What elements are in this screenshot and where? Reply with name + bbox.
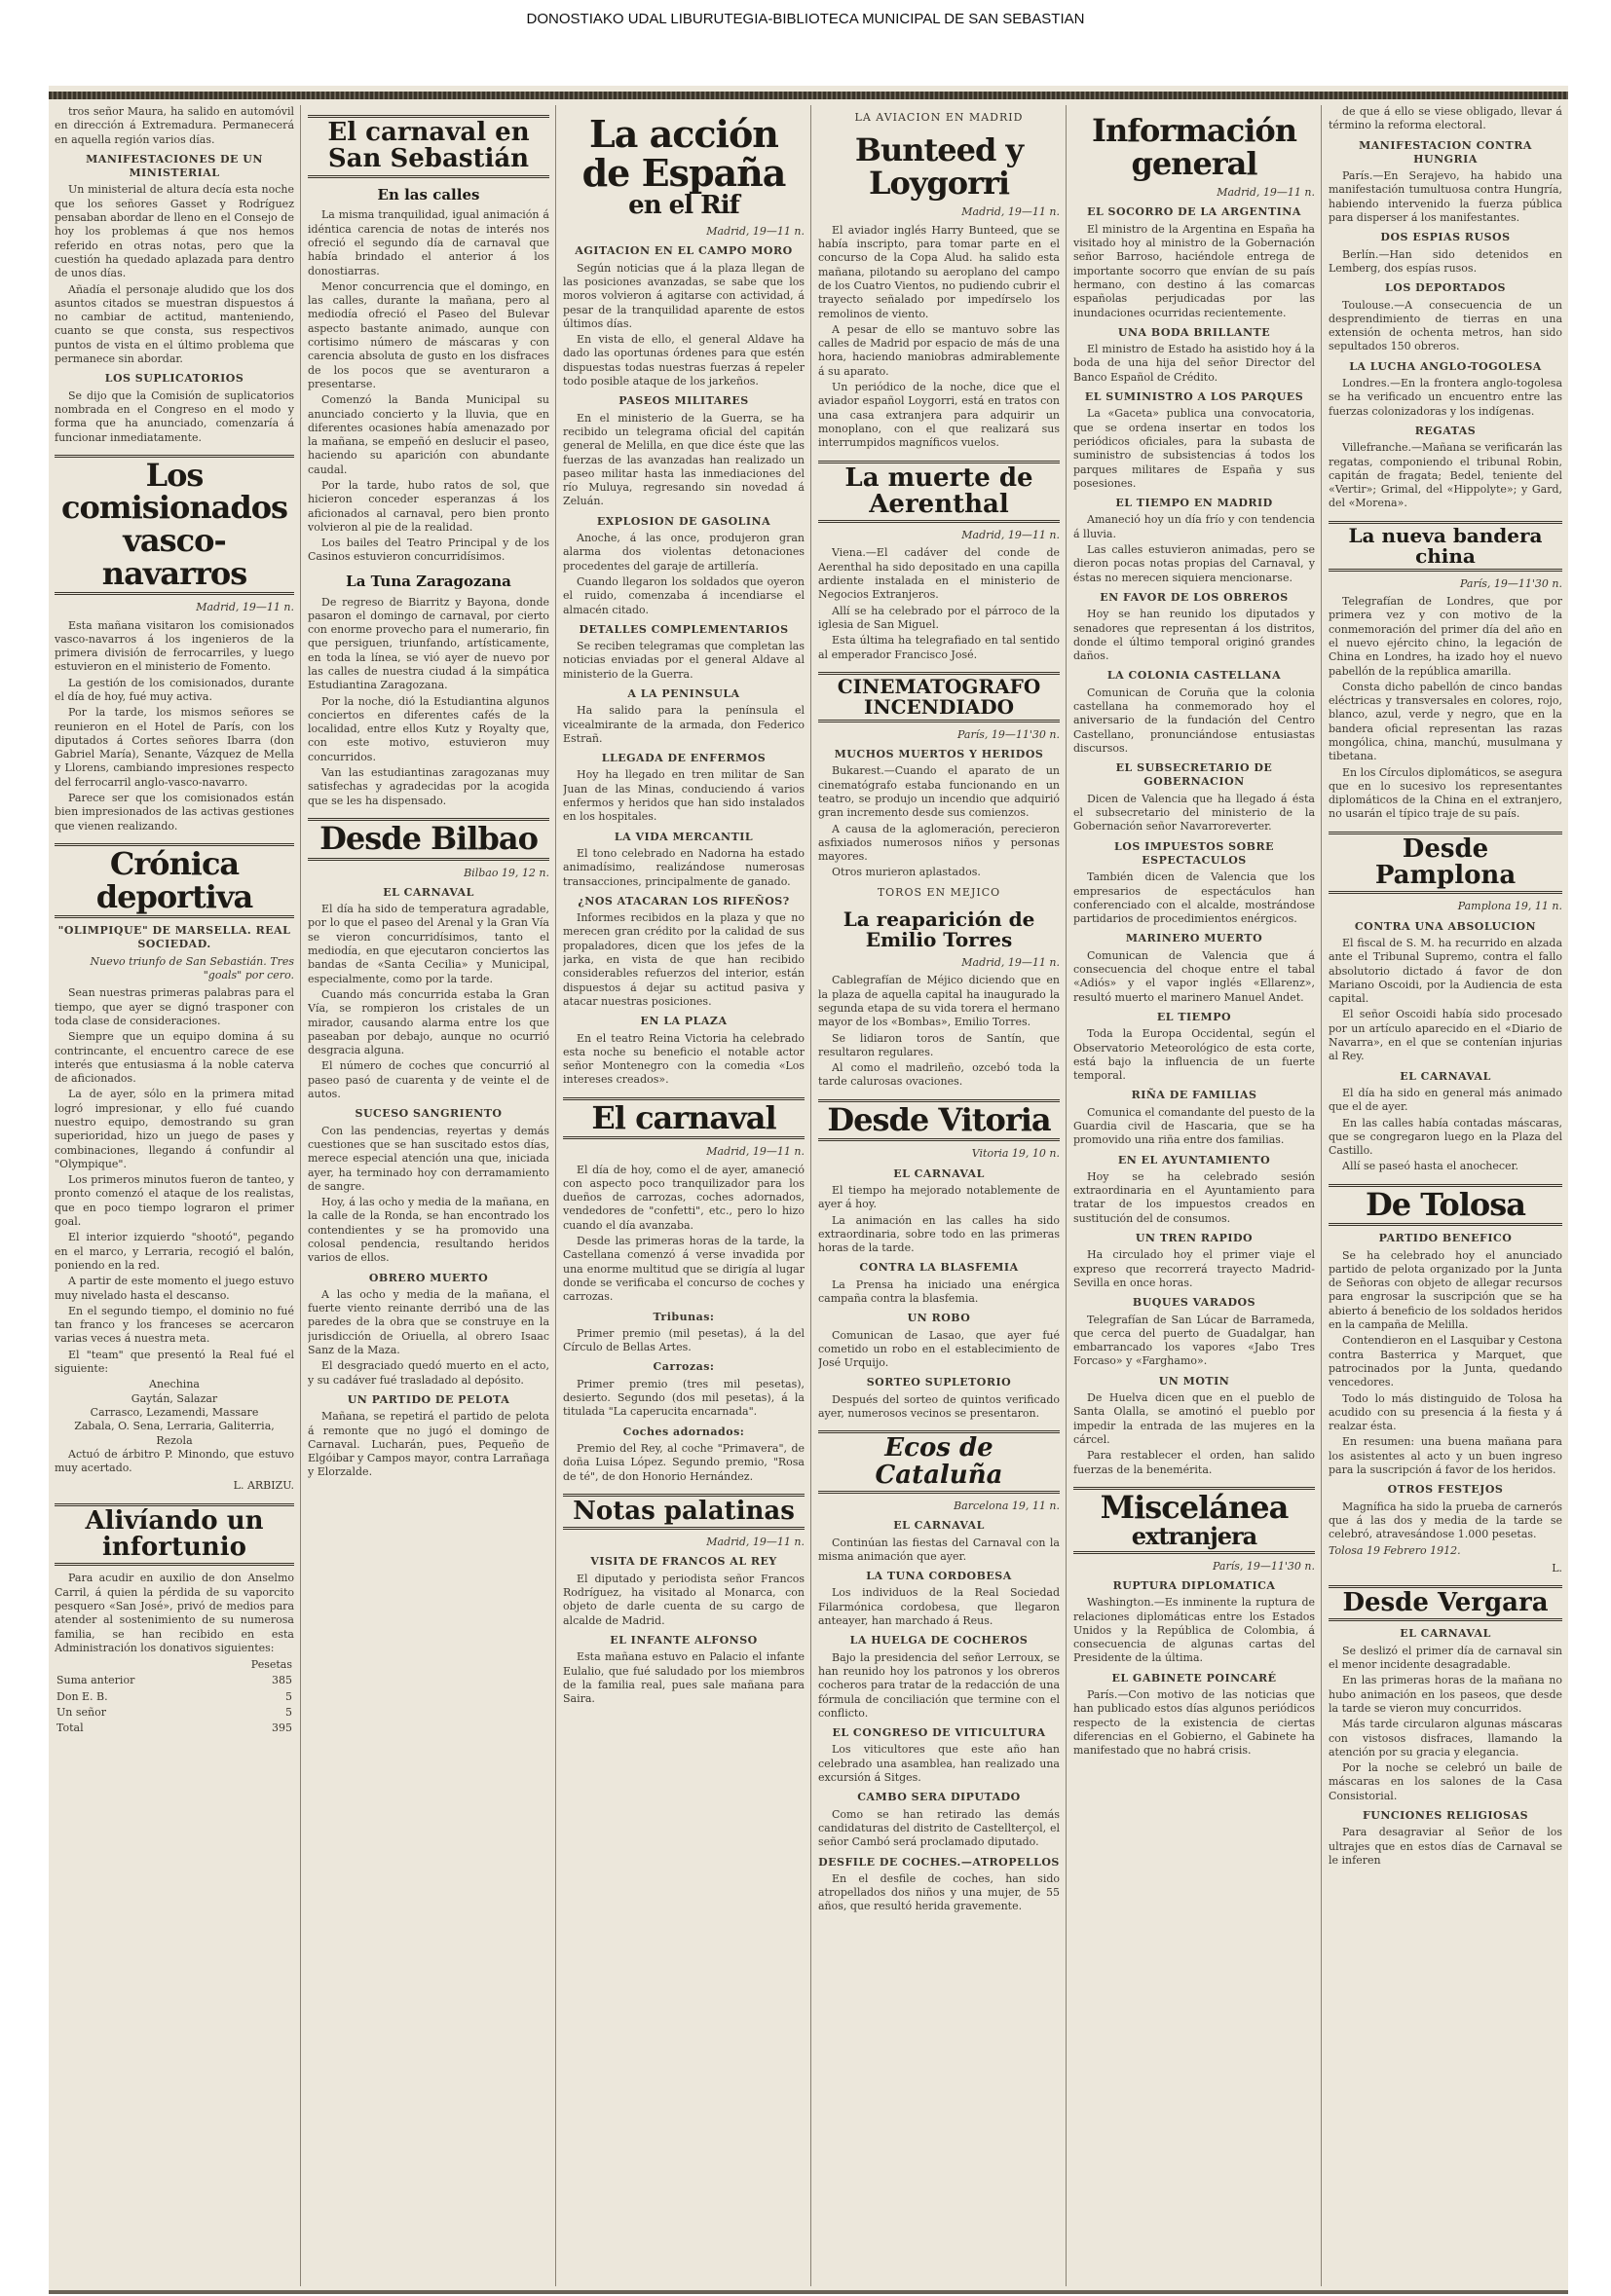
article-text: La misma tranquilidad, igual animación á idéntica carencia de notas de interés nos ofreció el segundo día de carnaval que había brindado el anterior á los donostiarras. [308,208,549,278]
article-text: París.—Con motivo de las noticias que han publicado estos días algunos periódicos respecto de la existencia de ciertas diferencias en el Gobierno, el Gabinete ha manifestado que no habrá crisis. [1073,1687,1315,1758]
article-text: Los viticultores que este año han celebrado una asamblea, han realizado una excursión á Sitges. [818,1743,1060,1785]
column-6 [1329,105,1562,2286]
table-cell: Don E. B. [56,1689,108,1703]
section-subhead: BUQUES VARADOS [1132,1296,1256,1310]
article-text: El ministro de Estado ha asistido hoy á la boda de una hija del señor Director del Banco Español de Crédito. [1073,343,1315,384]
dateline: Pamplona 19, 11 n. [1457,900,1562,913]
article-text: El día de hoy, como el de ayer, amaneció con aspecto poco tranquilizador para los dueños de carrozas, coches adornados, vendedores de "confetti", etc., pero lo hizo cuando el día avanzaba. [563,1163,805,1232]
article-text: Se dijo que la Comisión de suplicatorios nombrada en el Congreso en el modo y forma que ha anunciado, comenzaría á funcionar inmediatamente. [55,389,294,444]
section-subhead: EL TIEMPO [1156,1010,1232,1023]
dateline: Tolosa 19 Febrero 1912. [1329,1543,1461,1557]
headline-muerte-aerenthal: La muerte de Aerenthal [818,461,1060,524]
donations-table [55,1657,294,1736]
page-bottom-edge [49,2290,1568,2294]
section-subhead: DOS ESPIAS RUSOS [1380,231,1511,244]
headline-line: Los comisionados [60,456,288,527]
article-text: Actuó de árbitro P. Minondo, que estuvo muy acertado. [55,1447,294,1475]
article-text: Magnífica ha sido la prueba de carnerós que á las dos y media de la tarde se celebró, atravesándose 1.000 pesetas. [1329,1500,1562,1541]
article-text: Comunican de Valencia que á consecuencia del choque entre el tabal «Adiós» y el vapor inglés «Ellarenz», resultó muerto el marinero Manuel Andet. [1073,948,1315,1004]
article-text: de que á ello se viese obligado, llevar á término la reforma electoral. [1329,105,1562,132]
article-text: En las calles había contadas máscaras, que se congregaron luego en la Plaza del Castillo. [1329,1116,1562,1158]
article-text: Amaneció hoy un día frío y con tendencia á lluvia. [1073,513,1315,540]
headline-bandera-china: La nueva bandera china [1329,521,1562,572]
headline-line: Miscelánea [1100,1488,1289,1526]
article-text: Cuando más concurrida estaba la Gran Vía, se rompieron los cristales de un mirador, causando alarma entre los que paseaban por debajo, aunque no ocurrió desgracia alguna. [308,987,549,1057]
article-text: Toulouse.—A consecuencia de un desprendimiento de tierras en una extensión de ochenta metros, han sido sepultados 150 obreros. [1329,298,1562,353]
dateline: Madrid, 19—11 n. [961,956,1060,970]
headline-ecos-cataluna: Ecos de Cataluña [818,1430,1060,1494]
kicker: TOROS EN MEJICO [877,885,1001,899]
table-cell: 5 [285,1705,292,1719]
headline-cinematografo: CINEMATOGRAFO INCENDIADO [818,672,1060,722]
article-text: Telegrafían de San Lúcar de Barrameda, que cerca del puerto de Guadalgar, han embarrancado los vapores «Jabo Tres Forcaso» y «Farghamo». [1073,1313,1315,1368]
section-subhead: UN TREN RAPIDO [1135,1232,1254,1245]
section-subhead: EL SUBSECRETARIO DE GOBERNACION [1115,761,1273,789]
headline-line: Información [1091,112,1297,149]
article-text: Para desagraviar al Señor de los ultrajes que en estos días de Carnaval se le inferen [1329,1826,1562,1867]
headline-line: extranjera [1131,1522,1257,1551]
lineup-line: Zabala, O. Sena, Lerraria, Galiterria, Rezola [74,1420,275,1447]
section-subhead: EN EL AYUNTAMIENTO [1117,1153,1271,1167]
section-subhead: LA HUELGA DE COCHEROS [849,1634,1029,1648]
signature: L. ARBIZU. [233,1479,294,1493]
article-text: Berlín.—Han sido detenidos en Lemberg, dos espías rusos. [1329,247,1562,275]
section-subhead: EL CARNAVAL [1400,1069,1491,1083]
section-subhead: DETALLES COMPLEMENTARIOS [579,622,789,636]
section-subhead: EN LA PLAZA [640,1015,728,1028]
article-text: Por la noche, dió la Estudiantina algunos conciertos en diferentes cafés de la localidad, entre ellos Kutz y Royalty que, con este motivo, estuvieron muy concurridos. [308,694,549,763]
section-subhead: A LA PENINSULA [627,686,740,700]
headline-desde-pamplona: Desde Pamplona [1329,832,1562,895]
section-subhead: CONTRA UNA ABSOLUCION [1354,919,1537,933]
column-divider [555,105,556,2286]
article-text: Telegrafían de Londres, que por primera vez y con motivo de la conmemoración del primer día del año en el nuevo ejército chino, la legación de China en Londres, ha izado hoy el nuevo pabellón de la república amarilla. [1329,595,1562,678]
section-subhead: EL CARNAVAL [893,1519,985,1533]
article-text: Allí se ha celebrado por el párroco de la iglesia de San Miguel. [818,604,1060,631]
article-text: La animación en las calles ha sido extraordinaria, sobre todo en las primeras horas de la tarde. [818,1213,1060,1255]
article-text: Por la tarde, los mismos señores se reunieron en el Hotel de París, con los diputados á Cortes señores Ibarra (don Gabriel María), Senante, Vázquez de Mella y Llorens, cambiando impresiones respecto del ferrocarril anglo-vasco-navarro. [55,706,294,789]
kicker: LA AVIACION EN MADRID [854,111,1024,124]
article-text: Primer premio (mil pesetas), á la del Círculo de Bellas Artes. [563,1326,805,1354]
article-text: Las calles estuvieron animadas, pero se dieron pocas notas propias del Carnaval, y éstas no merecen siquiera mencionarse. [1073,543,1315,584]
article-text: Siempre que un equipo domina á su contrincante, el encuentro carece de ese interés que entusiasma á la noble caterva de aficionados. [55,1030,294,1086]
table-cell: Total [56,1722,84,1735]
article-text: Toda la Europa Occidental, según el Observatorio Meteorológico de esta corte, está bajo la influencia de un fuerte temporal. [1073,1027,1315,1083]
section-subhead: OBRERO MUERTO [368,1271,489,1284]
lineup-line: Anechina [149,1378,200,1391]
headline-bunteed: Bunteed y Loygorri [854,131,1024,202]
article-text: Dicen de Valencia que ha llegado á ésta el subsecretario del ministerio de la Gobernación señor Navarroreverter. [1073,792,1315,833]
article-text: Cablegrafían de Méjico diciendo que en la plaza de aquella capital ha inaugurado la segunda etapa de su vida torera el hermano mayor de los «Bombas», Emilio Torres. [818,974,1060,1029]
table-row [55,1657,294,1673]
article-text: Al como el madrileño, ozcebó toda la tarde calurosas ovaciones. [818,1061,1060,1089]
article-text: Hoy se han reunido los diputados y senadores que representan á los distritos, donde el último temporal originó grandes daños. [1073,608,1315,663]
dateline: Barcelona 19, 11 n. [954,1499,1060,1512]
article-text: Hoy ha llegado en tren militar de San Juan de las Minas, conduciendo á varios enfermos y heridos que han sido instalados en los hospitales. [563,768,805,824]
article-text: En el desfile de coches, han sido atropellados dos niños y una mujer, de 55 años, que resultó herida gravemente. [818,1871,1060,1913]
article-text: Para acudir en auxilio de don Anselmo Carril, á quien la pérdida de su vaporcito pesquero «San José», privó de medios para atender al sostenimiento de su numerosa familia, se han recibido en esta Administración los donativos siguientes: [55,1572,294,1654]
headline-desde-bilbao: Desde Bilbao [308,818,549,861]
article-text: De regreso de Biarritz y Bayona, donde pasaron el domingo de carnaval, por cierto con enorme provecho para el numerario, fin que persiguen, triunfando, artísticamente, en toda la línea, se vió ayer de nuevo por las calles de nuestra ciudad á la simpática Estudiantina Zaragozana. [308,595,549,692]
article-text: Contendieron en el Lasquibar y Cestona contra Basterrica y Marquet, que patrocinados por la Junta, quedando vencedores. [1329,1334,1562,1389]
article-text: Comunican de Coruña que la colonia castellana ha conmemorado hoy el aniversario de la fundación del Centro Castellano, pronunciándose entusiastas discursos. [1073,685,1315,755]
article-text: Con las pendencias, reyertas y demás cuestiones que se han suscitado estos días, merece especial atención una que, iniciada ayer, ha terminado hoy con derramamiento de sangre. [308,1124,549,1193]
article-text: De Huelva dicen que en el pueblo de Santa Olalla, se amotinó el pueblo por impedir la entrada de las mujeres en la cárcel. [1073,1391,1315,1446]
headline-comisionados [55,455,294,595]
section-subhead: PASEOS MILITARES [618,394,749,408]
table-row [55,1689,294,1705]
dateline: París, 19—11'30 n. [1213,1559,1315,1573]
section-subhead: LOS IMPUESTOS SOBRE ESPECTACULOS [1114,839,1274,867]
article-text: Después del sorteo de quintos verificado ayer, numerosos vecinos se presentaron. [818,1392,1060,1421]
article-text: La «Gaceta» publica una convocatoria, que se ordena insertar en todos los periódicos oficiales, para la subasta de suministro de subsistencias á todos los parques militares de España y sus posesiones. [1073,407,1315,490]
article-text: En el segundo tiempo, el dominio no fué tan franco y los franceses se acercaron varias veces á nuestra meta. [55,1304,294,1346]
article-text: El diputado y periodista señor Francos Rodríguez, ha visitado al Monarca, con objeto de darle cuenta de su cargo de alcalde de Madrid. [563,1572,805,1627]
article-text: Consta dicho pabellón de cinco bandas eléctricas y transversales en colores, rojo, blanco, azul, verde y negro, que en la bandera oficial representan las razas mongólica, china, manchú, musulmana y tibetana. [1329,680,1562,763]
article-text: En resumen: una buena mañana para los asistentes al acto y un buen ingreso para la suscripción á favor de los heridos. [1329,1435,1562,1477]
table-cell: Suma anterior [56,1674,135,1687]
column-5 [1073,105,1315,2286]
section-subhead: LA LUCHA ANGLO-TOGOLESA [1349,359,1542,373]
article-text: El tiempo ha mejorado notablemente de ayer á hoy. [818,1183,1060,1211]
article-text: París.—En Serajevo, ha habido una manifestación tumultuosa contra Hungría, habiendo intervenido la fuerza pública para disperser á los manifestantes. [1329,169,1562,225]
section-subhead: "OLIMPIQUE" DE MARSELLA. REAL SOCIEDAD. [57,924,291,951]
library-header [0,0,1611,39]
headline-line: vasco-navarros [101,522,247,592]
article-text: Ha circulado hoy el primer viaje el expreso que recorrerá trayecto Madrid-Sevilla en once horas. [1073,1248,1315,1289]
dateline: Madrid, 19—11 n. [706,225,805,239]
section-subhead: LA TUNA CORDOBESA [866,1570,1012,1583]
article-text: A causa de la aglomeración, perecieron asfixiados numerosos niños y personas mayores. [818,822,1060,864]
table-header: Pesetas [250,1658,292,1672]
column-2 [308,105,549,2286]
headline-carnaval-san-sebastian: El carnaval en San Sebastián [308,115,549,178]
article-text: El número de coches que concurrió al paseo pasó de cuarenta y de veinte el de autos. [308,1059,549,1101]
article-text: Bajo la presidencia del señor Lerroux, se han reunido hoy los patronos y los obreros cocheros para tratar de la redacción de una fórmula de conciliación que termine con el conflicto. [818,1650,1060,1720]
column-4 [818,105,1060,2286]
table-row [55,1721,294,1736]
article-text: La Prensa ha iniciado una enérgica campaña contra la blasfemia. [818,1278,1060,1305]
lineup-line: Gaytán, Salazar [131,1391,218,1405]
headline-line: en el Rif [628,190,739,220]
section-subhead: RUPTURA DIPLOMATICA [1112,1578,1276,1592]
article-text: Washington.—Es inminente la ruptura de relaciones diplomáticas entre los Estados Unidos y la República de Colombia, á consecuencia de algunas cartas del Presidente de la última. [1073,1596,1315,1665]
article-text: También dicen de Valencia que los empresarios de espectáculos han conferenciado con el alcalde, mostrándose partidarios de procedimientos enérgicos. [1073,870,1315,926]
article-text: A pesar de ello se mantuvo sobre las calles de Madrid por espacio de más de una hora, haciendo maniobras admirablemente á su aparato. [818,322,1060,378]
article-text: Van las estudiantinas zaragozanas muy satisfechas y agradecidas por la acogida que se les ha dispensado. [308,766,549,807]
article-text: El tono celebrado en Nadorna ha estado animadísimo, realizándose numerosas transacciones, principalmente de ganado. [563,846,805,888]
masthead-rule [49,92,1568,99]
table-row [55,1705,294,1721]
section-subhead: OTROS FESTEJOS [1387,1483,1504,1497]
table-cell: 5 [285,1689,292,1703]
column-3 [563,105,805,2286]
article-text: Londres.—En la frontera anglo-togolesa se ha verificado un encuentro entre las fuerzas colonizadoras y los indígenas. [1329,377,1562,418]
article-text: Menor concurrencia que el domingo, en las calles, durante la mañana, pero al mediodía ofreció el Paseo del Bulevar aspecto bastante animado, aunque con cortisimo número de máscaras y con carencia absoluta de gusto en los disfraces de los pocos que se aventuraron a presentarse. [308,279,549,390]
lineup-line: Carrasco, Lezamendi, Massare [90,1405,259,1419]
lineup [55,1378,294,1447]
article-text: Villefranche.—Mañana se verificarán las regatas, componiendo el tribunal Robin, capitán de fragata; Bedel, teniente del «Vertir»; Grimal, del «Hippolyte»; y Gard, del «Morena». [1329,441,1562,510]
column-1 [55,105,294,2286]
headline-desde-vergara: Desde Vergara [1329,1585,1562,1621]
article-text: La de ayer, sólo en la primera mitad logró impresionar, y ello fué cuando nuestro equipo, demostrando su gran superioridad, hizo un juego de pases y combinaciones, llegando á confundir al "Olympique". [55,1088,294,1170]
section-subhead: EXPLOSION DE GASOLINA [596,514,771,528]
section-subhead: UN ROBO [907,1312,971,1325]
dateline: Bilbao 19, 12 n. [464,866,549,879]
section-subhead: LA VIDA MERCANTIL [614,830,754,843]
section-subhead: EL TIEMPO EN MADRID [1115,497,1273,510]
section-subhead: EL CARNAVAL [383,885,474,899]
section-subhead: UN MOTIN [1158,1374,1230,1388]
article-text: Comenzó la Banda Municipal su anunciado concierto y la lluvia, que en diferentes ocasiones había amenazado por la mañana, se empeñó en deslucir el paseo, haciendo su aparición con abundante caudal. [308,393,549,476]
article-text: En el teatro Reina Victoria ha celebrado esta noche su beneficio el notable actor señor Montenegro con la comedia «Los intereses creados». [563,1031,805,1087]
library-header-title: DONOSTIAKO UDAL LIBURUTEGIA-BIBLIOTECA MUNICIPAL DE SAN SEBASTIAN [526,11,1085,27]
section-subhead: CONTRA LA BLASFEMIA [859,1261,1019,1275]
headline-notas-palatinas: Notas palatinas [563,1494,805,1530]
article-text: Parece ser que los comisionados están bien impresionados de las activas gestiones que vienen realizando. [55,792,294,833]
article-text: Mañana, se repetirá el partido de pelota á remonte que no jugó el domingo de Carnaval. Lucharán, pues, Pequeño de Elgóibar y Campos mayor, contra Larrañaga y Elorzalde. [308,1410,549,1479]
headline-miscelanea [1073,1487,1315,1554]
section-subhead: PARTIDO BENEFICO [1378,1232,1513,1245]
section-subhead: RIÑA DE FAMILIAS [1131,1089,1257,1102]
signature: L. [1552,1561,1562,1574]
section-subhead: FUNCIONES RELIGIOSAS [1362,1808,1529,1822]
column-divider [1321,105,1322,2286]
headline-informacion-general [1073,112,1315,182]
headline-desde-vitoria: Desde Vitoria [818,1099,1060,1142]
headline-de-tolosa: De Tolosa [1329,1184,1562,1227]
article-text: Desde las primeras horas de la tarde, la Castellana comenzó á verse invadida por una enorme multitud que se dirigía al lugar donde se verificaba el concurso de coches y carrozas. [563,1235,805,1304]
section-subhead: MANIFESTACION CONTRA HUNGRIA [1359,138,1532,166]
article-text: A las ocho y media de la mañana, el fuerte viento reinante derribó una de las paredes de la obra que se construye en la jurisdicción de Oriuella, al obrero Isaac Sanz de la Maza. [308,1287,549,1357]
article-text: El día ha sido de temperatura agradable, por lo que el paseo del Arenal y la Gran Vía se vieron concurridísimos, tanto el mediodía, en que ejecutaron conciertos las bandas de «Santa Cecilia» y Municipal, especialmente, como por la tarde. [308,903,549,985]
column-divider [810,105,811,2286]
article-text: El "team" que presentó la Real fué el siguiente: [55,1348,294,1376]
article-text: Anoche, á las once, produjeron gran alarma dos violentas detonaciones procedentes del garaje de artillería. [563,532,805,573]
article-text: Continúan las fiestas del Carnaval con la misma animación que ayer. [818,1536,1060,1563]
article-text: Bukarest.—Cuando el aparato de un cinematógrafo estaba funcionando en un teatro, se produjo un incendio que adquirió gran incremento desde sus comienzos. [818,764,1060,820]
dateline: Nuevo triunfo de San Sebastián. Tres "goals" por cero. [90,954,294,982]
article-text: Un periódico de la noche, dice que el aviador español Loygorri, está en tratos con una casa extranjera para adquirir un monoplano, con el que realizará sus interrumpidos magníficos vuelos. [818,381,1060,450]
section-subhead: MANIFESTACIONES DE UN MINISTERIAL [86,152,263,180]
article-text: La gestión de los comisionados, durante el día de hoy, fué muy activa. [55,676,294,703]
column-divider [1066,105,1067,2286]
section-subhead: UN PARTIDO DE PELOTA [347,1392,510,1406]
article-text: Como se han retirado las demás candidaturas del distrito de Castellterçol, el señor Cambó será proclamado diputado. [818,1807,1060,1849]
article-text: El aviador inglés Harry Bunteed, que se había inscripto, para tomar parte en el concurso de la Copa Alud. ha salido esta mañana, pilotando su aeroplano del campo de los Cuatro Vientos, no pudiendo cubrir el trayecto señalado por impedírselo los remolinos de viento. [818,223,1060,320]
article-text: Comunican de Lasao, que ayer fué cometido un robo en el establecimiento de José Urquijo. [818,1328,1060,1370]
article-text: En los Círculos diplomáticos, se asegura que en lo sucesivo los representantes diplomáticos de la China en el extranjero, no usarán el típico traje de su país. [1329,765,1562,821]
section-subhead: EL CONGRESO DE VITICULTURA [832,1726,1046,1740]
article-text: Los individuos de la Real Sociedad Filarmónica cordobesa, que llegaron anteayer, han marchado á Reus. [818,1586,1060,1628]
article-text: Hoy se ha celebrado sesión extraordinaria en el Ayuntamiento para tratar de los impuestos creados en sustitución del de consumos. [1073,1169,1315,1225]
article-text: Por la tarde, hubo ratos de sol, que hicieron conceder esperanzas á los aficionados al carnaval, pero bien pronto volvieron al pie de la realidad. [308,478,549,534]
article-text: A partir de este momento el juego estuvo muy nivelado hasta el descanso. [55,1275,294,1302]
dateline: Madrid, 19—11 n. [706,1536,805,1549]
section-subhead: Carrozas: [653,1360,715,1374]
dateline: Madrid, 19—11 n. [961,529,1060,542]
dateline: París, 19—11'30 n. [957,727,1060,741]
section-subhead: En las calles [377,185,480,204]
article-text: Comunica el comandante del puesto de la Guardia civil de Hascaria, que se ha promovido una riña entre dos familias. [1073,1105,1315,1147]
article-text: En vista de ello, el general Aldave ha dado las oportunas órdenes para que estén dispuestas todas nuestras fuerzas á repeler todo posible ataque de los jarkeños. [563,333,805,389]
article-text: Allí se paseó hasta el anochecer. [1342,1160,1519,1173]
newspaper-page [49,86,1568,2294]
section-subhead: Tribunas: [653,1310,715,1323]
article-text: El interior izquierdo "shootó", pegando en el marco, y Lerraria, recogió el balón, poniendo en la red. [55,1231,294,1272]
section-subhead: EL INFANTE ALFONSO [610,1633,758,1647]
section-subhead: REGATAS [1414,424,1477,437]
headline-line: La acción de España [581,112,786,195]
article-text: El desgraciado quedó muerto en el acto, y su cadáver fué trasladado al depósito. [308,1359,549,1387]
article-text: Se ha celebrado hoy el anunciado partido de pelota organizado por la Junta de Señoras con objeto de allegar recursos para engrosar la suscripción que se ha abierto á beneficio de los soldados heridos en la campaña de Melilla. [1329,1248,1562,1332]
table-cell: 395 [272,1722,292,1735]
section-subhead: AGITACION EN EL CAMPO MORO [575,244,793,258]
article-text: Para restablecer el orden, han salido fuerzas de la benemérita. [1073,1449,1315,1476]
section-subhead: SORTEO SUPLETORIO [866,1376,1012,1389]
article-text: Añadía el personaje aludido que los dos asuntos citados se muestran dispuestos á no cambiar de actitud, manteniendo, cuanto se que consta, sus respectivos puntos de vista en el último problema que permanece sin abordar. [55,282,294,366]
section-subhead: DESFILE DE COCHES.—ATROPELLOS [818,1855,1060,1869]
article-text: Premio del Rey, al coche "Primavera", de doña Luisa López. Segundo premio, "Rosa de té", de don Honorio Hernández. [563,1441,805,1483]
section-subhead: EL CARNAVAL [1400,1627,1491,1641]
article-text: Más tarde circularon algunas máscaras con vistosos disfraces, llamando la atención por su gracia y elegancia. [1329,1718,1562,1759]
article-text: Los bailes del Teatro Principal y de los Casinos estuvieron concurridísimos. [308,537,549,564]
section-subhead: ¿NOS ATACARAN LOS RIFEÑOS? [578,894,790,907]
article-text: tros señor Maura, ha salido en automóvil en dirección á Extremadura. Permanecerá en aquella región varios días. [55,105,294,146]
article-text: Todo lo más distinguido de Tolosa ha acudido con su presencia á la fiesta y á realzar ésta. [1329,1391,1562,1433]
article-text: Otros murieron aplastados. [832,866,981,879]
headline-cronica-deportiva: Crónica deportiva [55,843,294,918]
dateline: Vitoria 19, 10 n. [971,1147,1060,1161]
section-subhead: LLEGADA DE ENFERMOS [601,752,767,765]
section-subhead: MARINERO MUERTO [1125,932,1263,945]
table-row [55,1673,294,1688]
article-text: En las primeras horas de la mañana no hubo animación en los paseos, que desde la tarde se vieron muy concurridos. [1329,1674,1562,1715]
section-subhead: CAMBO SERA DIPUTADO [857,1791,1021,1804]
section-subhead: EL GABINETE POINCARÉ [1111,1671,1277,1685]
dateline: Madrid, 19—11 n. [1217,186,1315,200]
article-text: Sean nuestras primeras palabras para el tiempo, que ayer se dignó trasponer con toda clase de consideraciones. [55,986,294,1027]
article-text: Hoy, á las ocho y media de la mañana, en la calle de la Ronda, se han encontrado los contendientes y se ha promovido una colosal pendencia, resultando heridos varios de ellos. [308,1196,549,1265]
section-subhead: LA COLONIA CASTELLANA [1106,669,1282,683]
article-text: Un ministerial de altura decía esta noche que los señores Gasset y Rodríguez pensaban abordar de lleno en el Consejo de hoy los problemas á que nos hemos referido en otras notas, pero que la cuestión ha quedado aplazada para dentro de unos días. [55,183,294,280]
article-text: Se lidiaron toros de Santín, que resultaron regulares. [818,1031,1060,1058]
table-cell: Un señor [56,1705,106,1719]
headline-aliviando: Alivíando un infortunio [55,1503,294,1567]
dateline: Madrid, 19—11 n. [961,205,1060,219]
article-text: Se deslizó el primer día de carnaval sin el menor incidente desagradable. [1329,1644,1562,1672]
section-subhead: SUCESO SANGRIENTO [355,1107,503,1121]
article-text: Cuando llegaron los soldados que oyeron el ruido, comenzaba á incendiarse el almacén citado. [563,574,805,616]
section-subhead: LOS DEPORTADOS [1385,281,1506,295]
article-text: Los primeros minutos fueron de tanteo, y pronto comenzó el ataque de los realistas, que en poco tiempo lograron el primer goal. [55,1173,294,1229]
article-text: El señor Oscoidi había sido procesado por un artículo aparecido en el «Diario de Navarra», en el que se contenían injurias al Rey. [1329,1008,1562,1063]
article-text: El fiscal de S. M. ha recurrido en alzada ante el Tribunal Supremo, contra el fallo absolutorio dictado á favor de don Mariano Oscoidi, por la Audiencia de esta capital. [1329,936,1562,1006]
article-text: Viena.—El cadáver del conde de Aerenthal ha sido depositado en una capilla ardiente instalada en el ministerio de Negocios Extranjeros. [818,546,1060,602]
article-text: Según noticias que á la plaza llegan de las posiciones avanzadas, se sabe que los moros volvieron á agitarse con actividad, á pesar de la tranquilidad aparente de estos últimos días. [563,261,805,330]
section-subhead: UNA BODA BRILLANTE [1117,325,1271,339]
article-text: El ministro de la Argentina en España ha visitado hoy al ministro de la Gobernación señor Barroso, haciéndole entrega de importante socorro que envían de su país hermano, con destino á las comarcas españolas perjudicadas por las inundaciones ocurridas recientemente. [1073,222,1315,319]
headline-el-carnaval: El carnaval [563,1097,805,1140]
dateline: Madrid, 19—11 n. [196,601,294,614]
section-subhead: VISITA DE FRANCOS AL REY [590,1555,777,1569]
table-cell: 385 [272,1674,292,1687]
dateline: París, 19—11'30 n. [1460,576,1562,590]
article-text: Esta mañana visitaron los comisionados vasco-navarros á los ingenieros de la primera división de ferrocarriles, y luego estuvieron en el ministerio de Fomento. [55,618,294,674]
article-text: Informes recibidos en la plaza y que no merecen gran crédito por la calidad de sus propaladores, dicen que los jefes de la jarka, en vista de que han recibido considerables refuerzos del interior, están dispuestos á dejar su actitud pasiva y atacar nuestras posiciones. [563,911,805,1008]
article-text: Ha salido para la península el vicealmirante de la armada, don Federico Estrañ. [563,704,805,745]
section-subhead: EL SOCORRO DE LA ARGENTINA [1087,205,1301,219]
article-text: En el ministerio de la Guerra, se ha recibido un telegrama oficial del capitán general de Melilla, en que dice éste que las fuerzas de las avanzadas han realizado un paseo militar hasta las inmediaciones del río Muluya, regresando sin novedad á Zeluán. [563,411,805,508]
headline-line: general [1131,144,1257,182]
headline-accion-espana [563,112,805,220]
section-subhead: LOS SUPLICATORIOS [104,372,244,386]
section-subhead: MUCHOS MUERTOS Y HERIDOS [834,748,1044,761]
column-divider [300,105,301,2286]
article-text: Por la noche se celebró un baile de máscaras en los salones de la Casa Consistorial. [1329,1761,1562,1802]
section-subhead: EL CARNAVAL [893,1167,985,1180]
article-text: Primer premio (tres mil pesetas), desierto. Segundo (dos mil pesetas), á la titulada "La caperucita encarnada". [563,1377,805,1419]
section-subhead: La Tuna Zaragozana [346,572,511,590]
article-text: El día ha sido en general más animado que el de ayer. [1329,1086,1562,1114]
section-subhead: EN FAVOR DE LOS OBREROS [1100,590,1289,604]
section-subhead: Coches adornados: [622,1425,745,1438]
article-text: Esta mañana estuvo en Palacio el infante Eulalio, que fué saludado por los miembros de la familia real, pues sale mañana para Saira. [563,1650,805,1706]
headline-emilio-torres: La reaparición de Emilio Torres [843,907,1035,952]
dateline: Madrid, 19—11 n. [706,1145,805,1159]
article-text: Se reciben telegramas que completan las noticias enviadas por el general Aldave al ministerio de la Guerra. [563,640,805,681]
section-subhead: EL SUMINISTRO A LOS PARQUES [1084,390,1304,404]
article-text: Esta última ha telegrafiado en tal sentido al emperador Francisco José. [818,634,1060,661]
